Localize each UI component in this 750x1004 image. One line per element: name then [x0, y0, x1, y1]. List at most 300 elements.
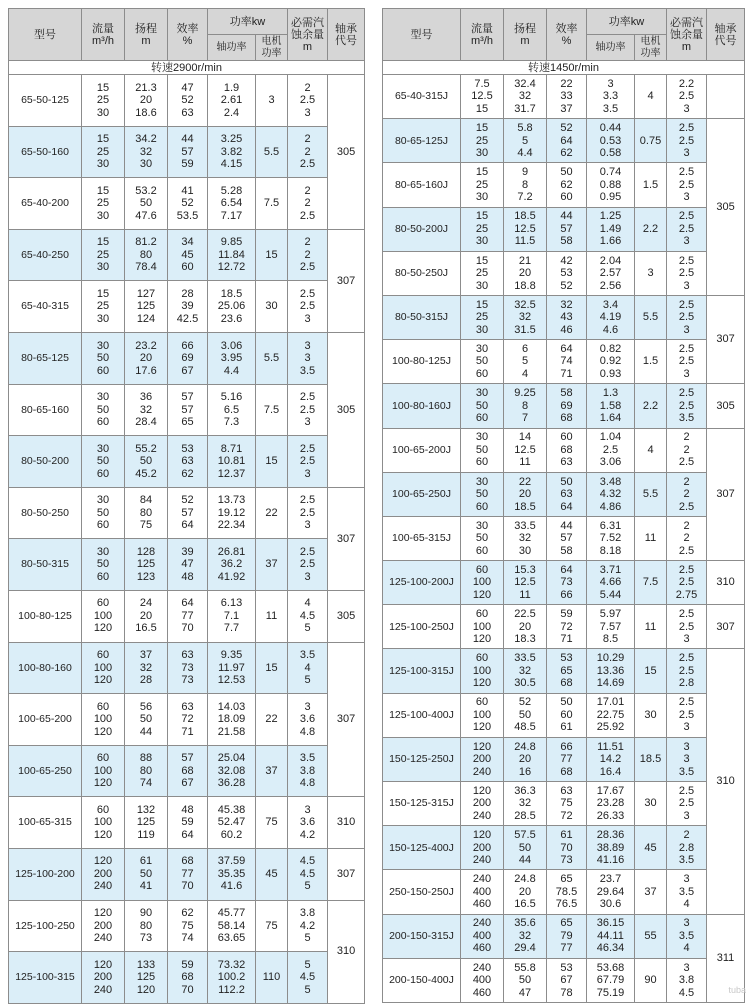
cell-motor: 30 [635, 782, 667, 826]
speed-1450: 转速1450r/min [383, 61, 745, 75]
cell-eff: 61 70 73 [547, 826, 587, 870]
cell-shaft: 3.06 3.95 4.4 [208, 332, 256, 384]
cell-motor: 7.5 [256, 178, 288, 230]
cell-npsh: 2 2 2.5 [667, 516, 707, 560]
cell-model: 65-40-250 [9, 229, 82, 281]
cell-model: 200-150-315J [383, 914, 461, 958]
cell-npsh: 2.5 2.5 3 [667, 295, 707, 339]
cell-flow: 60 100 120 [461, 649, 504, 693]
cell-head: 36 32 28.4 [125, 384, 168, 436]
cell-flow: 120 200 240 [461, 737, 504, 781]
cell-npsh: 3 3 3.5 [288, 332, 328, 384]
cell-npsh: 2.5 2.5 2.75 [667, 561, 707, 605]
cell-flow: 120 200 240 [461, 782, 504, 826]
cell-head: 132 125 119 [125, 797, 168, 849]
cell-motor: 45 [635, 826, 667, 870]
cell-bearing: 310 [707, 561, 745, 605]
cell-npsh: 2.5 2.5 3 [667, 163, 707, 207]
cell-flow: 15 25 30 [82, 126, 125, 178]
cell-motor: 4 [635, 75, 667, 119]
cell-bearing: 305 [328, 590, 365, 642]
cell-eff: 28 39 42.5 [168, 281, 208, 333]
cell-shaft: 1.9 2.61 2.4 [208, 75, 256, 127]
cell-model: 100-80-125 [9, 590, 82, 642]
cell-model: 100-65-315J [383, 516, 461, 560]
cell-motor: 5.5 [256, 126, 288, 178]
table-row [9, 694, 365, 746]
cell-head: 9 8 7.2 [504, 163, 547, 207]
cell-motor: 11 [635, 516, 667, 560]
cell-npsh: 2.5 2.5 3 [288, 281, 328, 333]
cell-head: 14 12.5 11 [504, 428, 547, 472]
cell-motor: 30 [256, 281, 288, 333]
table-row [9, 281, 365, 333]
cell-shaft: 36.15 44.11 46.34 [587, 914, 635, 958]
cell-eff: 62 75 74 [168, 900, 208, 952]
cell-head: 35.6 32 29.4 [504, 914, 547, 958]
cell-eff: 58 69 68 [547, 384, 587, 428]
header-flow: 流量 m³/h [82, 9, 125, 61]
cell-npsh: 2 2 2.5 [288, 178, 328, 230]
cell-flow: 15 25 30 [461, 295, 504, 339]
cell-motor: 75 [256, 900, 288, 952]
cell-npsh: 2.5 2.5 3 [288, 384, 328, 436]
cell-head: 61 50 41 [125, 848, 168, 900]
cell-eff: 53 63 62 [168, 436, 208, 488]
cell-npsh: 2.5 2.5 3 [667, 119, 707, 163]
cell-npsh: 2 2 2.5 [288, 126, 328, 178]
header-shaft-power: 轴功率 [587, 35, 635, 61]
cell-shaft: 1.3 1.58 1.64 [587, 384, 635, 428]
cell-model: 80-65-160J [383, 163, 461, 207]
cell-model: 65-50-160 [9, 126, 82, 178]
cell-eff: 65 78.5 76.5 [547, 870, 587, 914]
cell-flow: 15 25 30 [461, 163, 504, 207]
cell-head: 55.8 50 47 [504, 958, 547, 1002]
cell-npsh: 2 2 2.5 [288, 229, 328, 281]
cell-flow: 30 50 60 [461, 428, 504, 472]
table-row [383, 251, 745, 295]
cell-shaft: 0.82 0.92 0.93 [587, 340, 635, 384]
cell-flow: 15 25 30 [82, 75, 125, 127]
table-row [383, 119, 745, 163]
cell-eff: 47 52 63 [168, 75, 208, 127]
cell-flow: 240 400 460 [461, 870, 504, 914]
cell-flow: 30 50 60 [461, 340, 504, 384]
cell-model: 125-100-400J [383, 693, 461, 737]
cell-model: 80-65-125 [9, 332, 82, 384]
cell-npsh: 3 3.5 4 [667, 914, 707, 958]
cell-npsh: 2.5 2.5 3 [667, 693, 707, 737]
cell-bearing: 305 [707, 119, 745, 296]
table-row [383, 340, 745, 384]
cell-motor: 15 [256, 642, 288, 694]
cell-model: 125-100-315J [383, 649, 461, 693]
cell-head: 33.5 32 30.5 [504, 649, 547, 693]
cell-flow: 15 25 30 [461, 251, 504, 295]
cell-npsh: 3 3.6 4.8 [288, 694, 328, 746]
cell-npsh: 2.5 2.5 2.8 [667, 649, 707, 693]
cell-bearing: 310 [707, 649, 745, 914]
cell-model: 150-125-315J [383, 782, 461, 826]
cell-model: 100-80-160J [383, 384, 461, 428]
cell-eff: 52 57 64 [168, 487, 208, 539]
header-power: 功率kw [587, 9, 667, 35]
cell-eff: 53 67 78 [547, 958, 587, 1002]
cell-bearing: 307 [328, 229, 365, 332]
cell-eff: 64 77 70 [168, 590, 208, 642]
header-motor-power: 电机 功率 [635, 35, 667, 61]
table-row [383, 472, 745, 516]
cell-npsh: 2.5 2.5 3 [288, 539, 328, 591]
cell-shaft: 17.67 23.28 26.33 [587, 782, 635, 826]
cell-head: 37 32 28 [125, 642, 168, 694]
cell-eff: 48 59 64 [168, 797, 208, 849]
cell-motor: 45 [256, 848, 288, 900]
header-npsh: 必需汽 蚀余量 m [288, 9, 328, 61]
table-row [383, 870, 745, 914]
cell-shaft: 1.04 2.5 3.06 [587, 428, 635, 472]
cell-flow: 15 25 30 [82, 281, 125, 333]
table-row [9, 642, 365, 694]
cell-bearing [707, 75, 745, 119]
cell-model: 65-40-315 [9, 281, 82, 333]
cell-head: 127 125 124 [125, 281, 168, 333]
cell-motor: 2.2 [635, 384, 667, 428]
header-shaft-power: 轴功率 [208, 35, 256, 61]
cell-shaft: 9.35 11.97 12.53 [208, 642, 256, 694]
cell-model: 100-65-200J [383, 428, 461, 472]
cell-head: 36.3 32 28.5 [504, 782, 547, 826]
cell-head: 88 80 74 [125, 745, 168, 797]
cell-npsh: 2 2 2.5 [667, 472, 707, 516]
cell-shaft: 6.13 7.1 7.7 [208, 590, 256, 642]
table-row [383, 516, 745, 560]
table-row [383, 605, 745, 649]
cell-motor: 4 [635, 428, 667, 472]
header-efficiency: 效率 % [547, 9, 587, 61]
cell-model: 125-100-250 [9, 900, 82, 952]
header-bearing: 轴承 代号 [328, 9, 365, 61]
table-row [9, 745, 365, 797]
cell-shaft: 3.48 4.32 4.86 [587, 472, 635, 516]
cell-flow: 7.5 12.5 15 [461, 75, 504, 119]
cell-flow: 30 50 60 [82, 487, 125, 539]
cell-bearing: 305 [707, 384, 745, 428]
cell-flow: 240 400 460 [461, 914, 504, 958]
cell-head: 32.4 32 31.7 [504, 75, 547, 119]
cell-motor: 37 [256, 745, 288, 797]
cell-eff: 64 74 71 [547, 340, 587, 384]
header-head: 扬程 m [504, 9, 547, 61]
cell-eff: 63 75 72 [547, 782, 587, 826]
table-row [9, 952, 365, 1004]
table-row [383, 295, 745, 339]
table-row [9, 900, 365, 952]
cell-eff: 50 62 60 [547, 163, 587, 207]
cell-head: 24.8 20 16.5 [504, 870, 547, 914]
header-model: 型号 [9, 9, 82, 61]
cell-motor: 11 [635, 605, 667, 649]
cell-bearing: 305 [328, 75, 365, 230]
cell-eff: 34 45 60 [168, 229, 208, 281]
cell-npsh: 4.5 4.5 5 [288, 848, 328, 900]
table-row [9, 848, 365, 900]
cell-motor: 37 [256, 539, 288, 591]
cell-model: 100-65-250J [383, 472, 461, 516]
cell-eff: 63 73 73 [168, 642, 208, 694]
cell-npsh: 2 2.5 3 [288, 75, 328, 127]
table-row [9, 797, 365, 849]
cell-shaft: 5.97 7.57 8.5 [587, 605, 635, 649]
cell-shaft: 0.44 0.53 0.58 [587, 119, 635, 163]
table-row [9, 178, 365, 230]
cell-head: 90 80 73 [125, 900, 168, 952]
cell-npsh: 2.5 2.5 3 [667, 207, 707, 251]
cell-eff: 53 65 68 [547, 649, 587, 693]
cell-bearing: 310 [328, 797, 365, 849]
cell-shaft: 23.7 29.64 30.6 [587, 870, 635, 914]
cell-npsh: 2.5 2.5 3 [667, 340, 707, 384]
cell-shaft: 11.51 14.2 16.4 [587, 737, 635, 781]
table-row [383, 914, 745, 958]
spec-table-2900 [8, 8, 365, 1004]
cell-eff: 44 57 58 [547, 516, 587, 560]
cell-shaft: 13.73 19.12 22.34 [208, 487, 256, 539]
cell-shaft: 25.04 32.08 36.28 [208, 745, 256, 797]
table-row [9, 590, 365, 642]
cell-model: 150-125-400J [383, 826, 461, 870]
cell-model: 150-125-250J [383, 737, 461, 781]
table-row [383, 737, 745, 781]
cell-eff: 39 47 48 [168, 539, 208, 591]
cell-motor: 110 [256, 952, 288, 1004]
cell-model: 100-65-250 [9, 745, 82, 797]
cell-flow: 15 25 30 [461, 119, 504, 163]
cell-eff: 41 52 53.5 [168, 178, 208, 230]
cell-flow: 240 400 460 [461, 958, 504, 1002]
cell-motor: 75 [256, 797, 288, 849]
cell-motor: 37 [635, 870, 667, 914]
cell-motor: 3 [635, 251, 667, 295]
cell-bearing: 310 [328, 900, 365, 1003]
header-efficiency: 效率 % [168, 9, 208, 61]
cell-motor: 0.75 [635, 119, 667, 163]
cell-model: 65-40-315J [383, 75, 461, 119]
cell-motor: 22 [256, 694, 288, 746]
cell-flow: 30 50 60 [82, 384, 125, 436]
table-row [383, 782, 745, 826]
cell-head: 23.2 20 17.6 [125, 332, 168, 384]
cell-model: 100-80-125J [383, 340, 461, 384]
cell-head: 24.8 20 16 [504, 737, 547, 781]
cell-eff: 66 77 68 [547, 737, 587, 781]
cell-shaft: 3 3.3 3.5 [587, 75, 635, 119]
cell-flow: 120 200 240 [82, 952, 125, 1004]
cell-motor: 3 [256, 75, 288, 127]
cell-npsh: 2 2 2.5 [667, 428, 707, 472]
cell-head: 18.5 12.5 11.5 [504, 207, 547, 251]
cell-eff: 60 68 63 [547, 428, 587, 472]
cell-model: 80-50-250J [383, 251, 461, 295]
cell-motor: 15 [635, 649, 667, 693]
cell-flow: 60 100 120 [82, 642, 125, 694]
cell-shaft: 45.77 58.14 63.65 [208, 900, 256, 952]
cell-flow: 60 100 120 [461, 561, 504, 605]
cell-bearing: 305 [328, 332, 365, 487]
cell-flow: 30 50 60 [82, 332, 125, 384]
cell-flow: 120 200 240 [82, 900, 125, 952]
cell-motor: 55 [635, 914, 667, 958]
header-flow: 流量 m³/h [461, 9, 504, 61]
table-row [9, 487, 365, 539]
cell-shaft: 8.71 10.81 12.37 [208, 436, 256, 488]
table-row [383, 207, 745, 251]
cell-shaft: 9.85 11.84 12.72 [208, 229, 256, 281]
cell-motor: 5.5 [256, 332, 288, 384]
cell-flow: 30 50 60 [461, 516, 504, 560]
cell-head: 32.5 32 31.5 [504, 295, 547, 339]
cell-shaft: 0.74 0.88 0.95 [587, 163, 635, 207]
cell-bearing: 307 [707, 295, 745, 383]
table-row [383, 75, 745, 119]
cell-motor: 7.5 [635, 561, 667, 605]
cell-head: 33.5 32 30 [504, 516, 547, 560]
cell-motor: 1.5 [635, 340, 667, 384]
cell-flow: 60 100 120 [82, 797, 125, 849]
cell-head: 133 125 120 [125, 952, 168, 1004]
cell-motor: 7.5 [256, 384, 288, 436]
cell-eff: 66 69 67 [168, 332, 208, 384]
cell-flow: 30 50 60 [82, 539, 125, 591]
table-row [383, 693, 745, 737]
cell-eff: 65 79 77 [547, 914, 587, 958]
cell-npsh: 2.5 2.5 3 [288, 436, 328, 488]
cell-shaft: 1.25 1.49 1.66 [587, 207, 635, 251]
cell-eff: 64 73 66 [547, 561, 587, 605]
cell-flow: 15 25 30 [461, 207, 504, 251]
cell-bearing: 311 [707, 914, 745, 1002]
cell-shaft: 73.32 100.2 112.2 [208, 952, 256, 1004]
cell-eff: 44 57 58 [547, 207, 587, 251]
cell-npsh: 3.5 4 5 [288, 642, 328, 694]
cell-eff: 42 53 52 [547, 251, 587, 295]
cell-npsh: 3 3 3.5 [667, 737, 707, 781]
cell-npsh: 3 3.8 4.5 [667, 958, 707, 1002]
cell-eff: 50 63 64 [547, 472, 587, 516]
cell-shaft: 26.81 36.2 41.92 [208, 539, 256, 591]
header-npsh: 必需汽 蚀余量 m [667, 9, 707, 61]
cell-model: 80-50-315J [383, 295, 461, 339]
cell-flow: 15 25 30 [82, 229, 125, 281]
cell-eff: 59 72 71 [547, 605, 587, 649]
cell-model: 125-100-200J [383, 561, 461, 605]
cell-bearing: 307 [328, 487, 365, 590]
cell-eff: 68 77 70 [168, 848, 208, 900]
table-row [9, 229, 365, 281]
cell-motor: 18.5 [635, 737, 667, 781]
table-row [383, 958, 745, 1002]
cell-eff: 44 57 59 [168, 126, 208, 178]
cell-head: 21.3 20 18.6 [125, 75, 168, 127]
cell-shaft: 5.28 6.54 7.17 [208, 178, 256, 230]
cell-flow: 120 200 240 [82, 848, 125, 900]
cell-flow: 30 50 60 [82, 436, 125, 488]
cell-head: 52 50 48.5 [504, 693, 547, 737]
cell-shaft: 2.04 2.57 2.56 [587, 251, 635, 295]
cell-flow: 15 25 30 [82, 178, 125, 230]
cell-model: 80-50-200 [9, 436, 82, 488]
speed-2900: 转速2900r/min [9, 61, 365, 75]
cell-head: 22 20 18.5 [504, 472, 547, 516]
cell-bearing: 307 [328, 642, 365, 797]
cell-head: 24 20 16.5 [125, 590, 168, 642]
cell-model: 125-100-250J [383, 605, 461, 649]
cell-npsh: 2 2.8 3.5 [667, 826, 707, 870]
cell-head: 81.2 80 78.4 [125, 229, 168, 281]
cell-npsh: 3.5 3.8 4.8 [288, 745, 328, 797]
spec-table-1450 [382, 8, 745, 1003]
table-row [9, 436, 365, 488]
cell-motor: 30 [635, 693, 667, 737]
cell-eff: 50 60 61 [547, 693, 587, 737]
table-row [383, 428, 745, 472]
table-row [383, 826, 745, 870]
header-bearing: 轴承 代号 [707, 9, 745, 61]
cell-head: 9.25 8 7 [504, 384, 547, 428]
cell-flow: 60 100 120 [461, 693, 504, 737]
cell-flow: 30 50 60 [461, 472, 504, 516]
cell-npsh: 2.5 2.5 3 [667, 251, 707, 295]
cell-head: 84 80 75 [125, 487, 168, 539]
cell-eff: 32 43 46 [547, 295, 587, 339]
cell-motor: 90 [635, 958, 667, 1002]
cell-eff: 63 72 71 [168, 694, 208, 746]
cell-motor: 5.5 [635, 472, 667, 516]
cell-motor: 11 [256, 590, 288, 642]
header-motor-power: 电机 功率 [256, 35, 288, 61]
cell-npsh: 3 3.6 4.2 [288, 797, 328, 849]
cell-motor: 22 [256, 487, 288, 539]
table-row [9, 332, 365, 384]
cell-shaft: 17.01 22.75 25.92 [587, 693, 635, 737]
cell-head: 55.2 50 45.2 [125, 436, 168, 488]
cell-head: 34.2 32 30 [125, 126, 168, 178]
cell-head: 22.5 20 18.3 [504, 605, 547, 649]
table-row [9, 126, 365, 178]
cell-npsh: 2.5 2.5 3 [288, 487, 328, 539]
table-row [383, 163, 745, 207]
cell-motor: 2.2 [635, 207, 667, 251]
cell-flow: 120 200 240 [461, 826, 504, 870]
cell-shaft: 3.25 3.82 4.15 [208, 126, 256, 178]
cell-flow: 60 100 120 [82, 590, 125, 642]
cell-shaft: 28.36 38.89 41.16 [587, 826, 635, 870]
cell-eff: 57 68 67 [168, 745, 208, 797]
cell-npsh: 2.5 2.5 3 [667, 782, 707, 826]
cell-model: 125-100-315 [9, 952, 82, 1004]
table-row [383, 384, 745, 428]
cell-eff: 59 68 70 [168, 952, 208, 1004]
cell-npsh: 4 4.5 5 [288, 590, 328, 642]
table-row [383, 561, 745, 605]
cell-model: 80-50-200J [383, 207, 461, 251]
cell-head: 15.3 12.5 11 [504, 561, 547, 605]
cell-model: 80-50-250 [9, 487, 82, 539]
cell-shaft: 6.31 7.52 8.18 [587, 516, 635, 560]
cell-motor: 15 [256, 229, 288, 281]
table-row [9, 75, 365, 127]
